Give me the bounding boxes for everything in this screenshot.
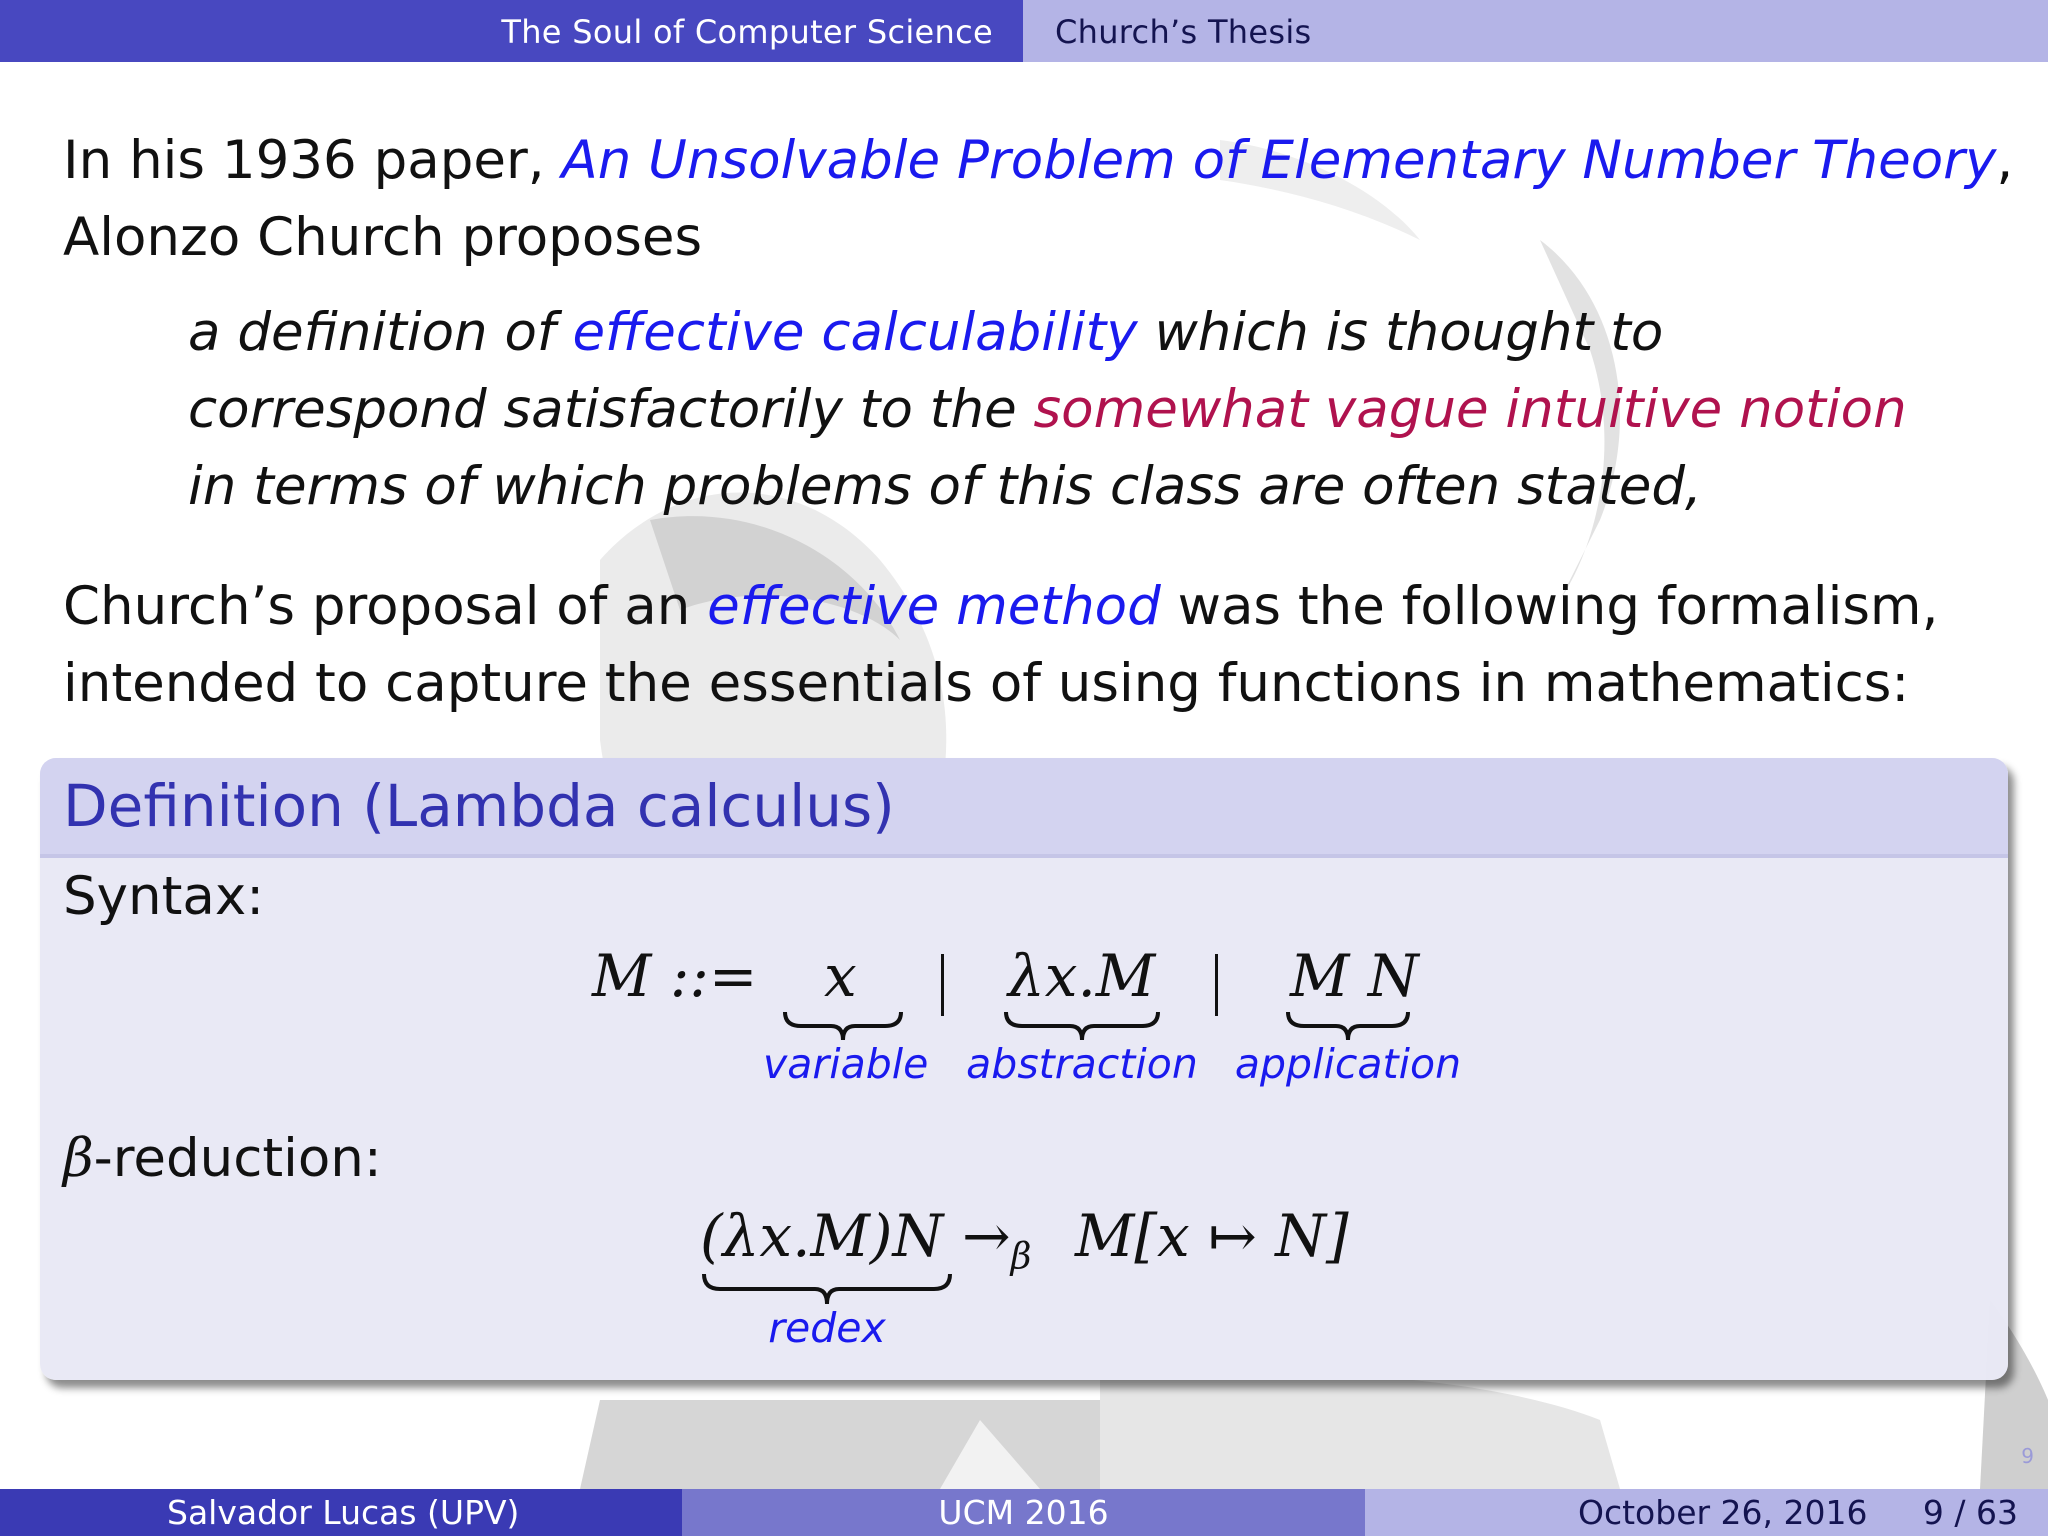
label-redex: redex [768, 1304, 886, 1352]
header-section[interactable] [0, 0, 1023, 62]
proposal-suffix: was the following formalism, [1160, 576, 1939, 637]
quote-l1a: a definition of [188, 302, 573, 363]
intro-prefix: In his 1936 paper, [63, 130, 562, 191]
beta-result: M[x ↦ N] [1075, 1202, 1349, 1270]
definition-title: Definition (Lambda calculus) [40, 758, 2008, 858]
intro-line2: Alonzo Church proposes [63, 207, 703, 268]
definition-block [40, 758, 2008, 1380]
underbrace-variable [783, 1010, 903, 1044]
quote-l3: in terms of which problems of this class are often stated, [188, 456, 1702, 517]
term-application: M N [1290, 942, 1419, 1010]
intro-paragraph [63, 122, 2013, 276]
effective-method: effective method [707, 576, 1161, 637]
redex-term: (λx.M)N [700, 1202, 944, 1270]
grammar-separator-1 [941, 954, 944, 1016]
paper-title: An Unsolvable Problem of Elementary Number Theory [561, 130, 1997, 191]
beta-arrow [962, 1202, 1031, 1278]
header-subsection-label: Church’s Thesis [1055, 13, 1312, 51]
underbrace-application [1286, 1010, 1410, 1044]
footer-page-number: 9 / 63 [1922, 1493, 2018, 1532]
underbrace-redex [702, 1272, 952, 1308]
footer-date: October 26, 2016 [1578, 1493, 1868, 1532]
footer-author-text: Salvador Lucas (UPV) [167, 1493, 520, 1532]
term-variable: x [824, 942, 857, 1010]
quote-l2a: correspond satisfactorily to the [188, 379, 1034, 440]
footer-bar [0, 1489, 2048, 1536]
beta-symbol: β [63, 1128, 94, 1189]
quote-vague-notion: somewhat vague intuitive notion [1033, 379, 1907, 440]
quote-l1b: which is thought to [1137, 302, 1664, 363]
header-bar [0, 0, 2048, 62]
church-quote [188, 294, 1907, 525]
label-variable: variable [763, 1040, 929, 1088]
label-application: application [1234, 1040, 1462, 1088]
grammar-separator-2 [1215, 954, 1218, 1016]
footer-event-text: UCM 2016 [938, 1493, 1109, 1532]
proposal-paragraph [63, 568, 1938, 722]
underbrace-abstraction [1004, 1010, 1160, 1044]
footer-event [682, 1489, 1365, 1536]
proposal-line2: intended to capture the essentials of using functions in mathematics: [63, 653, 1910, 714]
footer-date-page [1365, 1489, 2048, 1536]
header-subsection[interactable] [1023, 0, 2048, 62]
beta-reduction-label [63, 1128, 382, 1189]
arrow-symbol: → [962, 1202, 1011, 1270]
arrow-subscript: β [1010, 1236, 1032, 1278]
label-abstraction: abstraction [966, 1040, 1198, 1088]
quote-effective-calculability: effective calculability [572, 302, 1138, 363]
proposal-prefix: Church’s proposal of an [63, 576, 708, 637]
term-abstraction: λx.M [1008, 942, 1156, 1010]
small-page-number: 9 [2021, 1444, 2034, 1468]
beta-label-text: -reduction: [93, 1128, 382, 1189]
intro-comma: , [1996, 130, 2014, 191]
syntax-label: Syntax: [63, 866, 265, 927]
footer-author [0, 1489, 682, 1536]
grammar-lhs: M ::= [592, 942, 758, 1010]
header-section-label: The Soul of Computer Science [501, 13, 993, 51]
